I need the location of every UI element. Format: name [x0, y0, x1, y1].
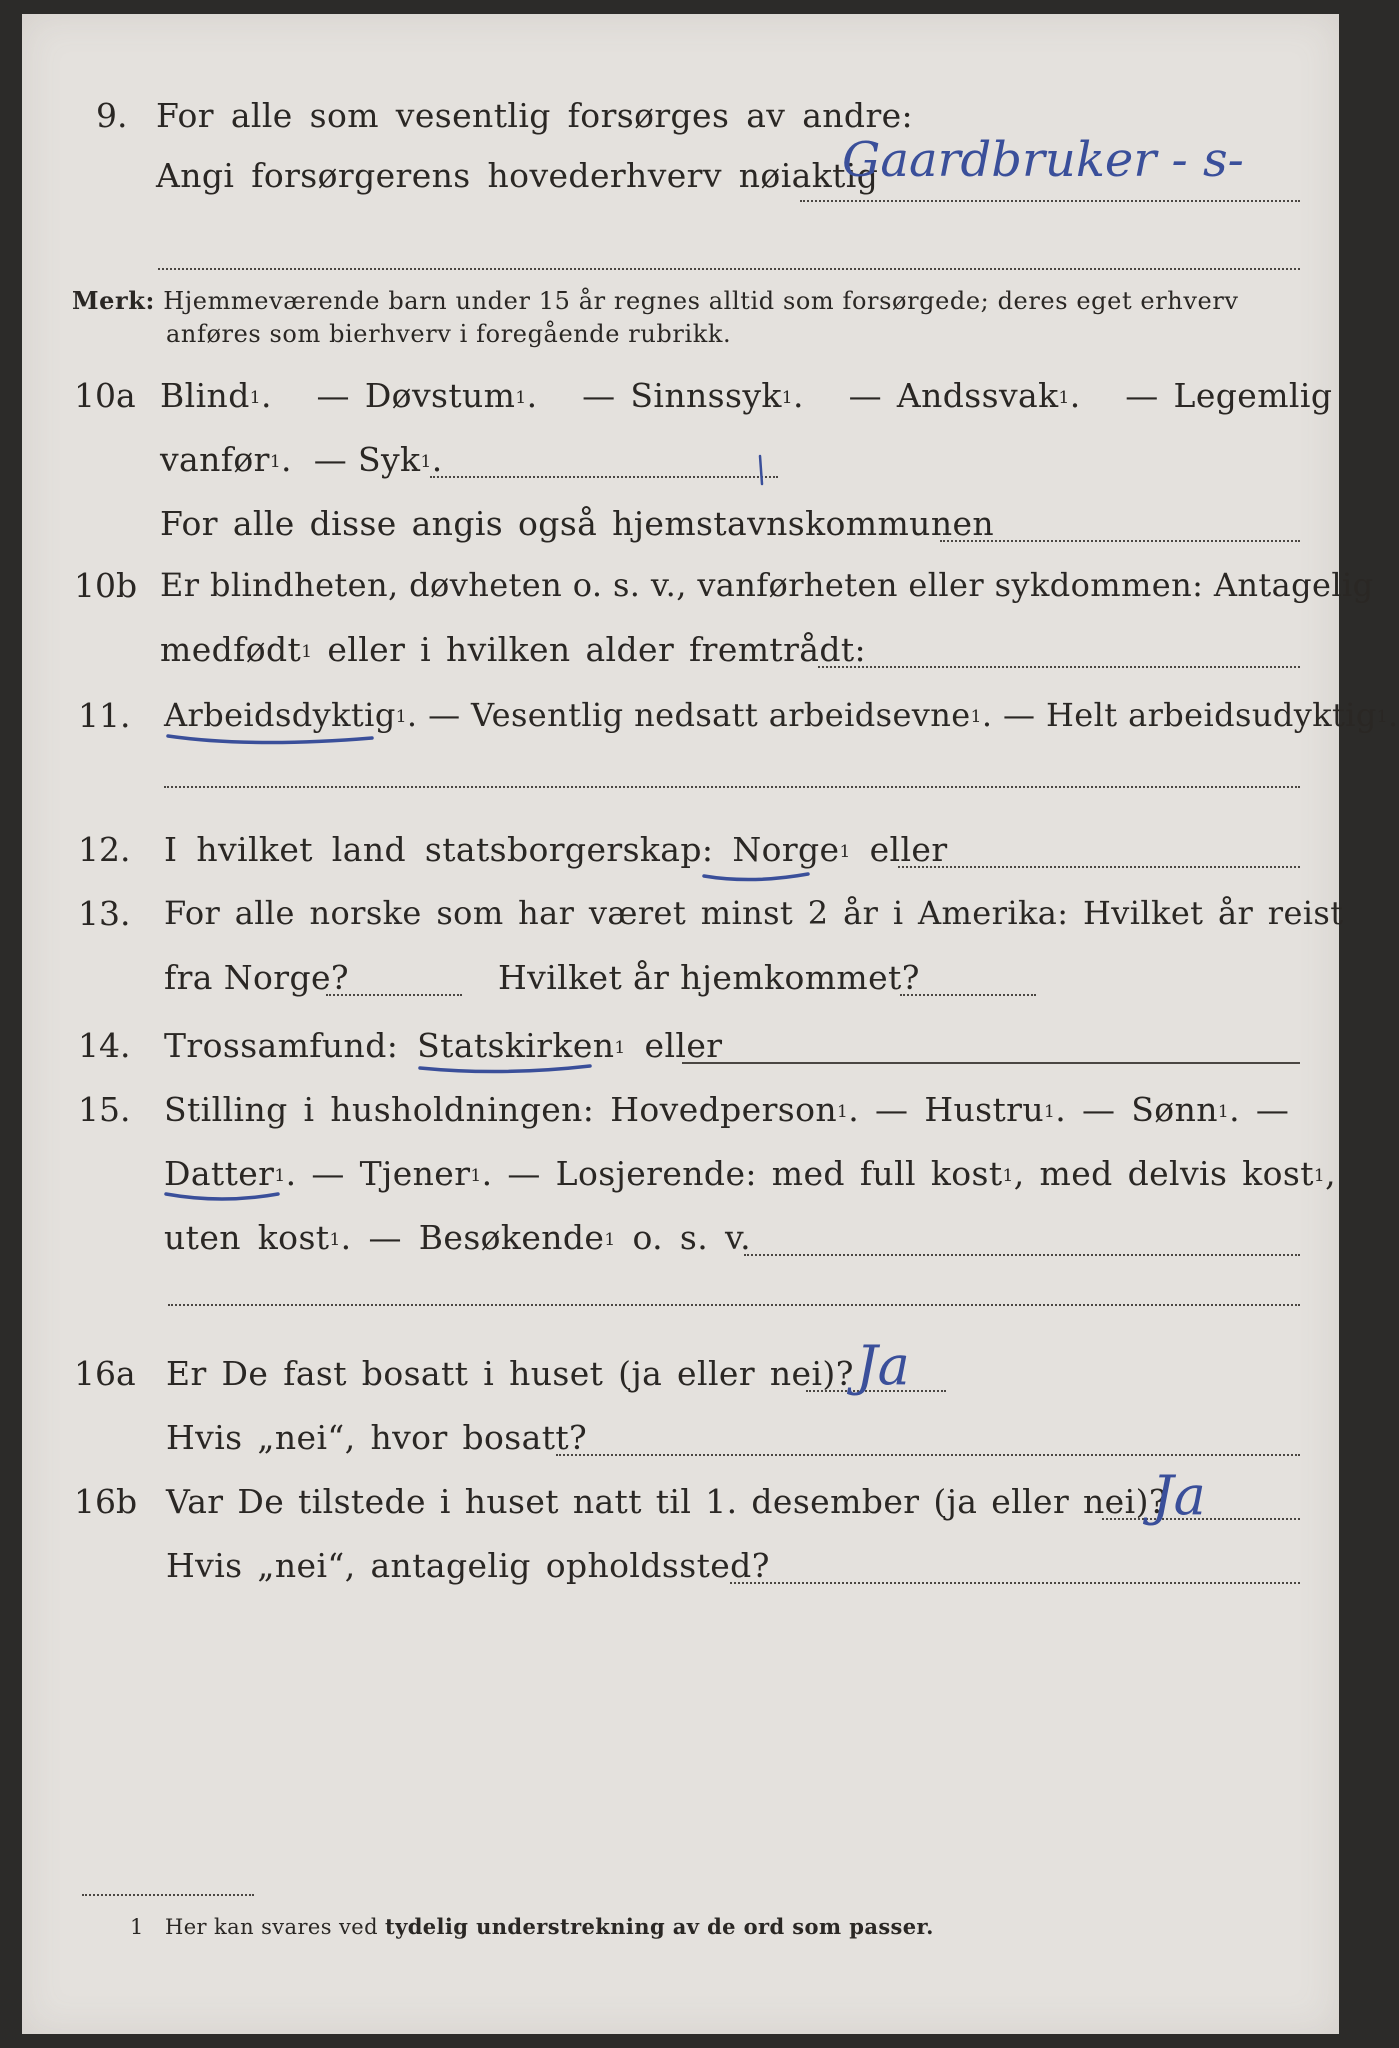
q10b-number: 10b	[74, 566, 138, 605]
footnote-mark: 1	[1313, 1166, 1326, 1186]
opt-hovedperson: Stilling i husholdningen: Hovedperson	[164, 1090, 838, 1129]
q16a-line1: Er De fast bosatt i huset (ja eller nei)?	[166, 1354, 854, 1393]
opt-tjener: — Tjener	[311, 1154, 471, 1193]
opt-hustru: — Hustru	[875, 1090, 1044, 1129]
q16b-line1: Var De tilstede i huset natt til 1. desember (ja eller nei)?	[166, 1482, 1167, 1521]
footnote-mark: 1	[329, 1230, 341, 1250]
q9-answer-line	[800, 200, 1300, 202]
opt-sonn: — Sønn	[1082, 1090, 1218, 1129]
q12-line	[164, 830, 948, 869]
q10b-alder-text: eller i hvilken alder fremtrådt:	[327, 630, 867, 669]
q16a-number: 16a	[74, 1354, 136, 1393]
opt-syk: — Syk	[313, 440, 421, 479]
footnote-mark: 1	[604, 1230, 616, 1250]
census-form-page	[22, 14, 1399, 2034]
q10a-syk-line	[430, 476, 778, 478]
q16b-opholdssted-line	[730, 1582, 1300, 1584]
q15-line2: Datter$^1$. — Tjener$^1$. — Losjerende: med full kost$^1$, med delvis kost$^1$,	[164, 1154, 1336, 1193]
q15-extra-line	[168, 1304, 1300, 1306]
opt-vesentlig-nedsatt: — Vesentlig nedsatt arbeidsevne	[428, 696, 971, 734]
q15-dash: —	[1255, 1090, 1290, 1129]
underline-datter	[166, 1194, 278, 1199]
q16a-handwritten-answer: Ja	[856, 1334, 910, 1397]
q10b-alder-line	[818, 666, 1300, 668]
q10b-line1: Er blindheten, døvheten o. s. v., vanførheten eller sykdommen: Antagelig	[160, 566, 1374, 604]
pen-tick-mark	[760, 456, 762, 484]
footnote-mark: 1	[269, 452, 282, 472]
q13-hjemkommet-line	[900, 994, 1036, 996]
footnote-mark: 1	[614, 1038, 626, 1058]
q9-extra-line	[158, 268, 1300, 270]
merk-text-1: Hjemmeværende barn under 15 år regnes alltid som forsørgede; deres eget erhverv	[163, 287, 1239, 315]
q16a-line2: Hvis „nei“, hvor bosatt?	[166, 1418, 588, 1457]
opt-andssvak: — Andssvak	[848, 376, 1059, 415]
opt-vanfor: vanfør	[160, 440, 270, 479]
q14-eller: eller	[644, 1026, 723, 1065]
footnote-rule	[82, 1894, 254, 1896]
q14-text: Trossamfund:	[164, 1026, 399, 1065]
q13-line2b: Hvilket år hjemkommet?	[498, 958, 920, 997]
footnote-mark: 1	[1376, 707, 1388, 727]
q9-number: 9.	[96, 96, 128, 135]
q10a-hjemstavn-line	[940, 540, 1300, 542]
q15-line3: uten kost$^1$. — Besøkende$^1$ o. s. v.	[164, 1218, 752, 1257]
q10a-line3: For alle disse angis også hjemstavnskommunen	[160, 504, 995, 543]
footnote-mark: 1	[837, 1102, 849, 1122]
q16b-line2: Hvis „nei“, antagelig opholdssted?	[166, 1546, 770, 1585]
q12-eller-line	[898, 866, 1300, 868]
footnote-mark: 1	[1044, 1102, 1056, 1122]
q13-reist-line	[326, 994, 462, 996]
q10a-line2: vanfør$^1$. — Syk$^1$.	[160, 440, 443, 479]
q13-line2a: fra Norge?	[164, 958, 350, 997]
footnote-mark: 1	[420, 452, 432, 472]
opt-medfodt: medfødt	[160, 630, 302, 669]
footnote-mark: 1	[1002, 1166, 1014, 1186]
q15-osv-line	[744, 1254, 1300, 1256]
q12-eller: eller	[869, 830, 948, 869]
q12-text: I hvilket land statsborgerskap:	[164, 830, 714, 869]
opt-uten-kost: uten kost	[164, 1218, 330, 1257]
opt-sinnssyk: — Sinnssyk	[582, 376, 782, 415]
opt-full-kost: — Losjerende: med full kost	[507, 1154, 1003, 1193]
q10a-line1: Blind$^1$. — Døvstum$^1$. — Sinnssyk$^1$. — Andssvak$^1$. — Legemlig	[160, 376, 1333, 415]
footnote-text-b: tydelig understrekning av de ord som passer.	[385, 1914, 934, 1939]
q15-osv: o. s. v.	[632, 1218, 752, 1257]
footnote-mark: 1	[274, 1166, 286, 1186]
opt-blind: Blind	[160, 376, 250, 415]
pen-underlines	[22, 14, 1339, 2034]
footnote-mark: 1	[781, 388, 794, 408]
q16b-handwritten-answer: Ja	[1152, 1464, 1206, 1527]
opt-norge: Norge	[732, 830, 840, 869]
merk-line2: anføres som bierhverv i foregående rubrikk.	[166, 320, 732, 348]
footnote-mark: 1	[515, 388, 527, 408]
q9-line1: For alle som vesentlig forsørges av andre:	[156, 96, 914, 135]
q16a-bosatt-line	[556, 1454, 1300, 1456]
q9-line2: Angi forsørgerens hovederhverv nøiaktig	[156, 156, 879, 195]
opt-statskirken: Statskirken	[417, 1026, 615, 1065]
q13-line1: For alle norske som har været minst 2 år i Amerika: Hvilket år reist	[164, 894, 1344, 932]
opt-datter: Datter	[164, 1154, 275, 1193]
q11-extra-line	[164, 786, 1300, 788]
opt-dovstum: — Døvstum	[316, 376, 516, 415]
footnote-number: 1	[130, 1915, 144, 1939]
q14-eller-line	[682, 1062, 1300, 1064]
footnote-mark: 1	[395, 707, 407, 727]
q14-number: 14.	[78, 1026, 131, 1065]
opt-delvis-kost: , med delvis kost	[1013, 1154, 1314, 1193]
footnote-mark: 1	[1058, 388, 1070, 408]
q11-number: 11.	[78, 696, 131, 735]
q16b-number: 16b	[74, 1482, 138, 1521]
q11-line: Arbeidsdyktig$^1$. — Vesentlig nedsatt arbeidsevne$^1$. — Helt arbeidsudyktig$^1$.	[164, 696, 1399, 734]
underline-norge	[704, 874, 808, 880]
footnote-mark: 1	[839, 842, 851, 862]
q10b-line2	[160, 630, 866, 669]
opt-helt-arbeidsudyktig: — Helt arbeidsudyktig	[1003, 696, 1377, 734]
q15-line1: Stilling i husholdningen: Hovedperson$^1$. — Hustru$^1$. — Sønn$^1$. —	[164, 1090, 1290, 1129]
footnote-mark: 1	[970, 707, 982, 727]
opt-legemlig: — Legemlig	[1125, 376, 1333, 415]
footnote	[130, 1914, 934, 1939]
q14-line	[164, 1026, 722, 1065]
footnote-mark: 1	[470, 1166, 482, 1186]
merk-label: Merk:	[72, 286, 155, 315]
footnote-mark: 1	[301, 642, 313, 662]
footnote-text-a: Her kan svares ved	[165, 1915, 378, 1939]
q10a-number: 10a	[74, 376, 136, 415]
merk-line1	[72, 286, 1239, 315]
q15-number: 15.	[78, 1090, 131, 1129]
underline-arbeidsdyktig	[168, 736, 372, 743]
q9-handwritten-answer: Gaardbruker - s-	[842, 132, 1244, 188]
underline-statskirken	[420, 1066, 590, 1072]
footnote-mark: 1	[249, 388, 261, 408]
opt-besokende: — Besøkende	[368, 1218, 605, 1257]
opt-arbeidsdyktig: Arbeidsdyktig	[164, 696, 396, 734]
q12-number: 12.	[78, 830, 131, 869]
q13-number: 13.	[78, 894, 131, 933]
footnote-mark: 1	[1217, 1102, 1230, 1122]
